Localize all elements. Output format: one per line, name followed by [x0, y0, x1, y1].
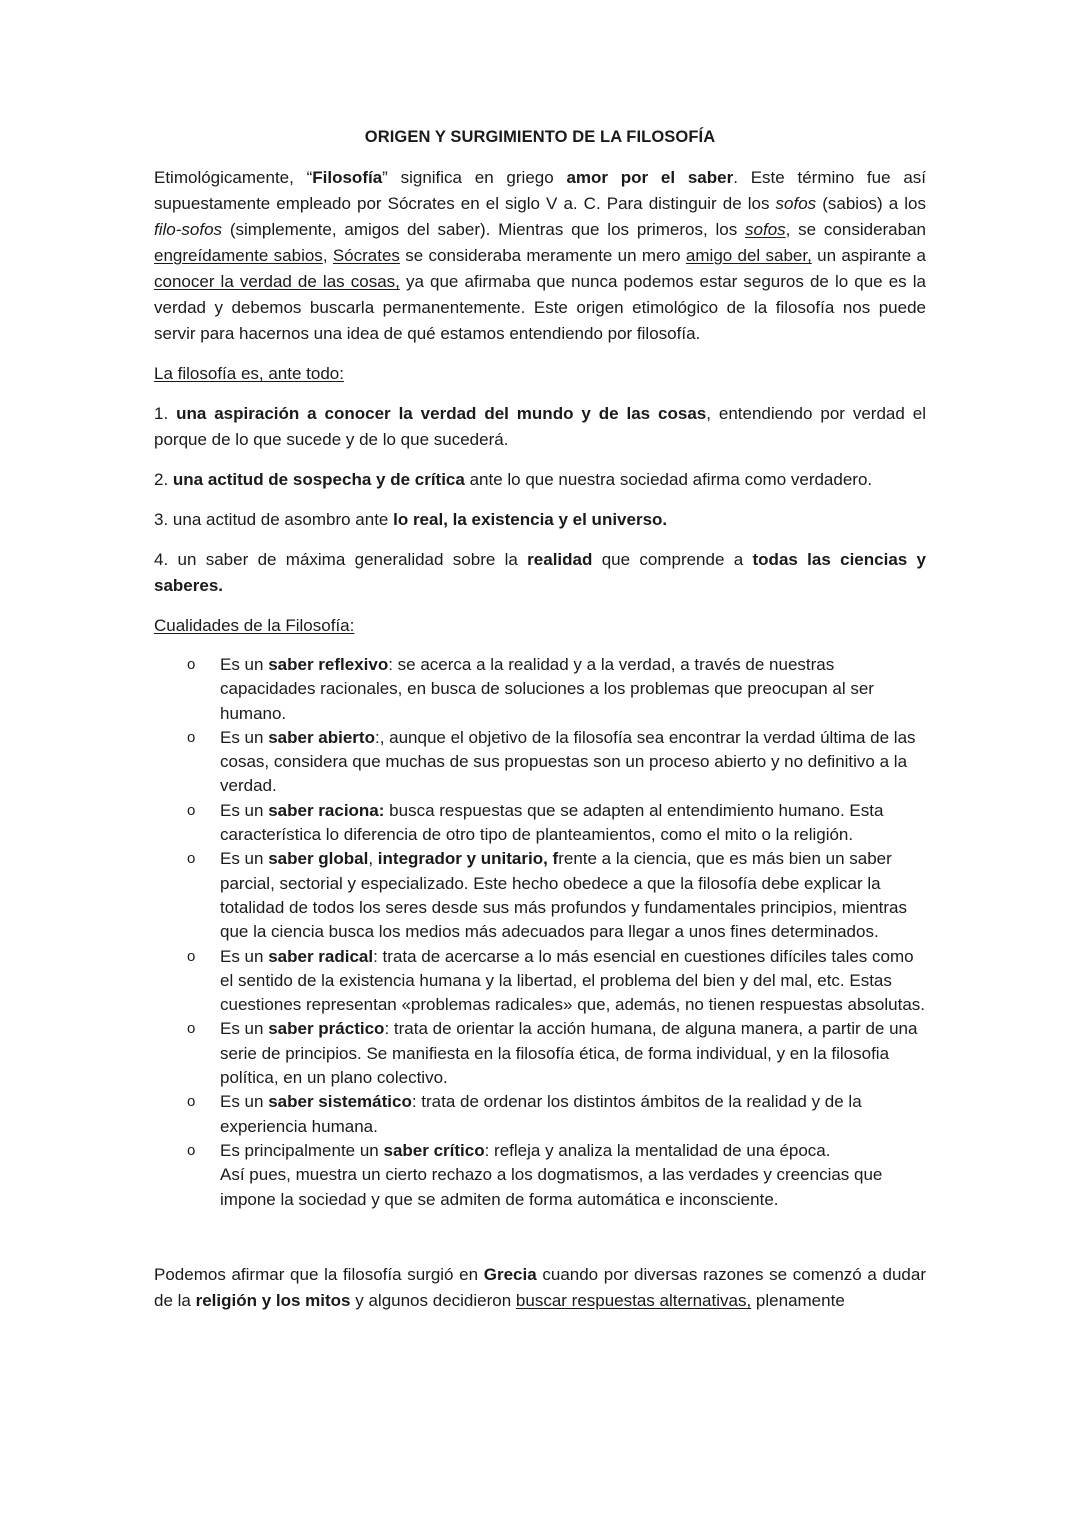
bullet-icon: o [187, 1141, 196, 1159]
bullet-icon: o [187, 1093, 196, 1111]
bullet-icon: o [187, 801, 196, 819]
point-2: 2. una actitud de sospecha y de crítica ante lo que nuestra sociedad afirma como verdadero. [154, 470, 873, 489]
point-1: 1. una aspiración a conocer la verdad del mundo y de las cosas, entendiendo por verdad el porque de lo que sucede y de lo que sucederá. [154, 404, 926, 449]
list-item: o Es un saber sistemático: trata de ordenar los distintos ámbitos de la realidad y de la experiencia humana. [187, 1092, 862, 1136]
bullet-icon: o [187, 728, 196, 746]
qualities-heading: Cualidades de la Filosofía: [154, 616, 355, 635]
qualities-list [154, 653, 926, 1212]
point-3: 3. una actitud de asombro ante lo real, la existencia y el universo. [154, 510, 668, 529]
list-item: o Es un saber abierto:, aunque el objetivo de la filosofía sea encontrar la verdad última de las cosas, considera que muchas de sus propuestas son un proceso abierto y no definitivo a la verdad. [187, 727, 916, 796]
list-item: o Es un saber práctico: trata de orientar la acción humana, de alguna manera, a partir de una serie de principios. Se manifiesta en la filosofía ética, de forma individual, y en la filosofia política, en un plano colectivo. [187, 1019, 918, 1088]
point-4: 4. un saber de máxima generalidad sobre la realidad que comprende a todas las ciencias y saberes. [154, 550, 926, 595]
bullet-icon: o [187, 850, 196, 868]
term-filosofia: Filosofía [312, 168, 383, 187]
list-item: o Es un saber global, integrador y unitario, frente a la ciencia, que es más bien un saber parcial, sectorial y especializado. Este hecho obedece a que la filosofía debe explicar la totalidad de todos los seres desde sus más profundos y fundamentales principios, mientras que la ciencia busca los medios más adecuados para llegar a unos fines determinados. [187, 849, 907, 942]
page-title: ORIGEN Y SURGIMIENTO DE LA FILOSOFÍA [364, 128, 716, 146]
list-item: o Es principalmente un saber crítico: refleja y analiza la mentalidad de una época. Así pues, muestra un cierto rechazo a los dogmatismos, a las verdades y creencias que impone la sociedad y que se admiten de forma automática e inconsciente. [187, 1140, 883, 1209]
closing-paragraph: Podemos afirmar que la filosofía surgió en Grecia cuando por diversas razones se comenzó a dudar de la religión y los mitos y algunos decidieron buscar respuestas alternativas, plenamente [154, 1264, 927, 1310]
list-item: o Es un saber radical: trata de acercarse a lo más esencial en cuestiones difíciles tales como el sentido de la existencia humana y la libertad, el problema del bien y del mal, etc. Estas cuestiones representan «problemas radicales» que, además, no tienen respuestas absolutas. [187, 946, 925, 1015]
bullet-icon: o [187, 1020, 196, 1038]
bullet-icon: o [187, 656, 196, 673]
term-amor-saber: amor por el saber [566, 168, 734, 187]
list-item: o Es un saber raciona: busca respuestas que se adapten al entendimiento humano. Esta característica lo diferencia de otro tipo de planteamientos, como el mito o la religión. [187, 800, 884, 845]
list-heading: La filosofía es, ante todo: [154, 364, 344, 383]
document-page [154, 128, 926, 1314]
bullet-icon: o [187, 947, 196, 965]
intro-paragraph: Etimológicamente, “Filosofía” significa en griego amor por el saber. Este término fue así supuestamente empleado por Sócrates en el siglo V a. C. Para distinguir de los sofos (sabios) a los filo-sofos (simplemente, amigos del saber). Mientras que los primeros, los sofos, se consideraban engreídamente sabios, Sócrates se consideraba meramente un mero amigo del saber, un aspirante a conocer la verdad de las cosas, ya que afirmaba que nunca podemos estar seguros de lo que es la verdad y debemos buscarla permanentemente. Este origen etimológico de la filosofía nos puede servir para hacernos una idea de qué estamos entendiendo por filosofía. [154, 168, 927, 343]
list-item: o Es un saber reflexivo: se acerca a la realidad y a la verdad, a través de nuestras capacidades racionales, en busca de soluciones a los problemas que preocupan al ser humano. [187, 655, 874, 723]
